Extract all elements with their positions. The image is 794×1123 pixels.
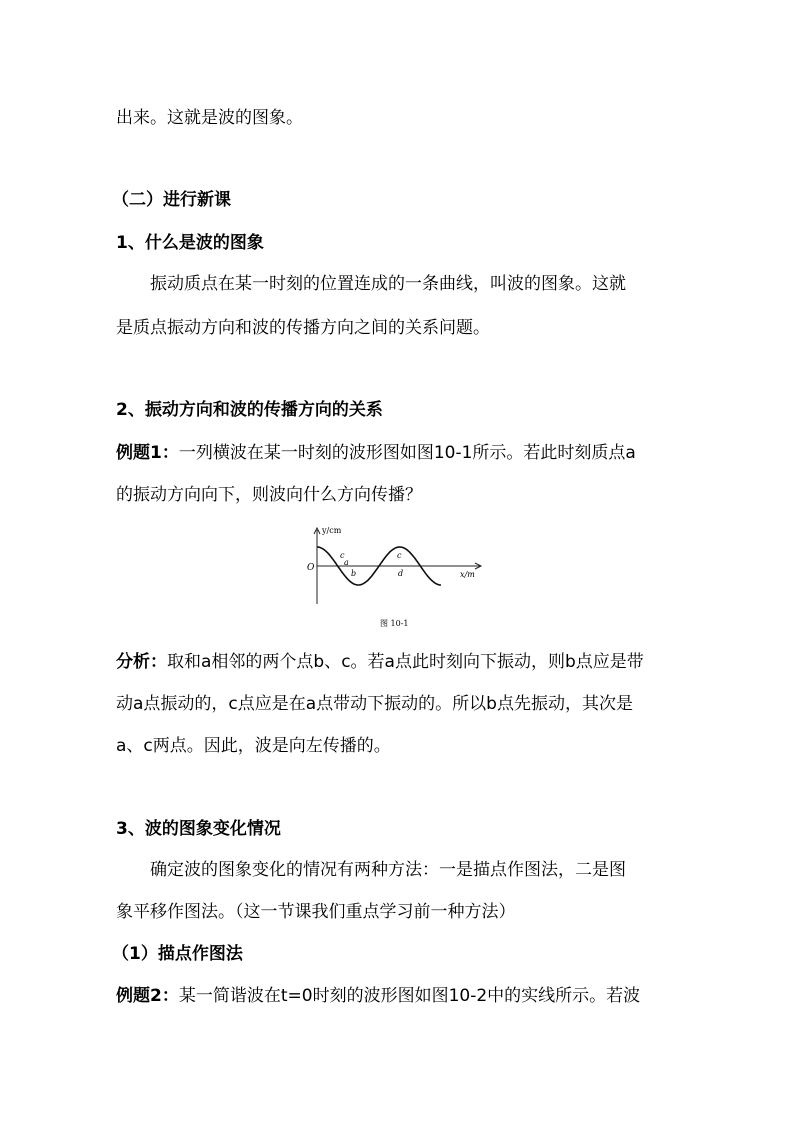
paragraph-methods-line2: 象平移作图法。（这一节课我们重点学习前一种方法） bbox=[116, 902, 516, 922]
analysis-line1 bbox=[116, 650, 644, 674]
analysis-line2: 动a点振动的，c点应是在a点带动下振动的。所以b点先振动，其次是 bbox=[116, 694, 633, 714]
y-axis-label: y/cm bbox=[322, 526, 342, 535]
paragraph-methods-line1: 确定波的图象变化的情况有两种方法：一是描点作图法，二是图 bbox=[150, 860, 626, 880]
section-heading-new-lesson: （二）进行新课 bbox=[112, 190, 231, 210]
example1-label: 例题1： bbox=[116, 443, 179, 463]
text-line-intro: 出来。这就是波的图象。 bbox=[116, 108, 303, 128]
point-label-c-left: c bbox=[340, 551, 345, 560]
paragraph-definition-line2: 是质点振动方向和波的传播方向之间的关系问题。 bbox=[116, 318, 490, 338]
analysis-text: 取和a相邻的两个点b、c。若a点此时刻向下振动，则b点应是带 bbox=[167, 652, 644, 672]
example2-text: 某一简谐波在t=0时刻的波形图如图10-2中的实线所示。若波 bbox=[178, 986, 641, 1006]
example2-line1 bbox=[116, 984, 640, 1008]
origin-label: O bbox=[307, 563, 315, 573]
point-label-d: d bbox=[398, 569, 404, 578]
wave-figure-10-1 bbox=[300, 520, 490, 632]
example1-line1 bbox=[116, 441, 636, 465]
heading-what-is-wave-graph: 1、什么是波的图象 bbox=[116, 233, 264, 253]
heading-wave-graph-change: 3、波的图象变化情况 bbox=[116, 819, 281, 839]
point-label-b: b bbox=[351, 569, 357, 578]
figure-caption: 图 10-1 bbox=[380, 619, 409, 628]
example1-line2: 的振动方向向下，则波向什么方向传播？ bbox=[116, 485, 422, 505]
x-axis-label: x/m bbox=[460, 570, 475, 579]
heading-point-plotting-method: （1）描点作图法 bbox=[112, 944, 243, 964]
point-label-a: a bbox=[344, 558, 349, 567]
example2-label: 例题2： bbox=[116, 986, 179, 1006]
point-label-c-right: c bbox=[397, 551, 402, 560]
example1-text: 一列横波在某一时刻的波形图如图10-1所示。若此时刻质点a bbox=[178, 443, 636, 463]
analysis-line3: a、c两点。因此，波是向左传播的。 bbox=[116, 736, 391, 756]
heading-direction-relation: 2、振动方向和波的传播方向的关系 bbox=[116, 400, 383, 420]
analysis-label: 分析： bbox=[116, 652, 167, 672]
paragraph-definition-line1: 振动质点在某一时刻的位置连成的一条曲线，叫波的图象。这就 bbox=[150, 274, 626, 294]
